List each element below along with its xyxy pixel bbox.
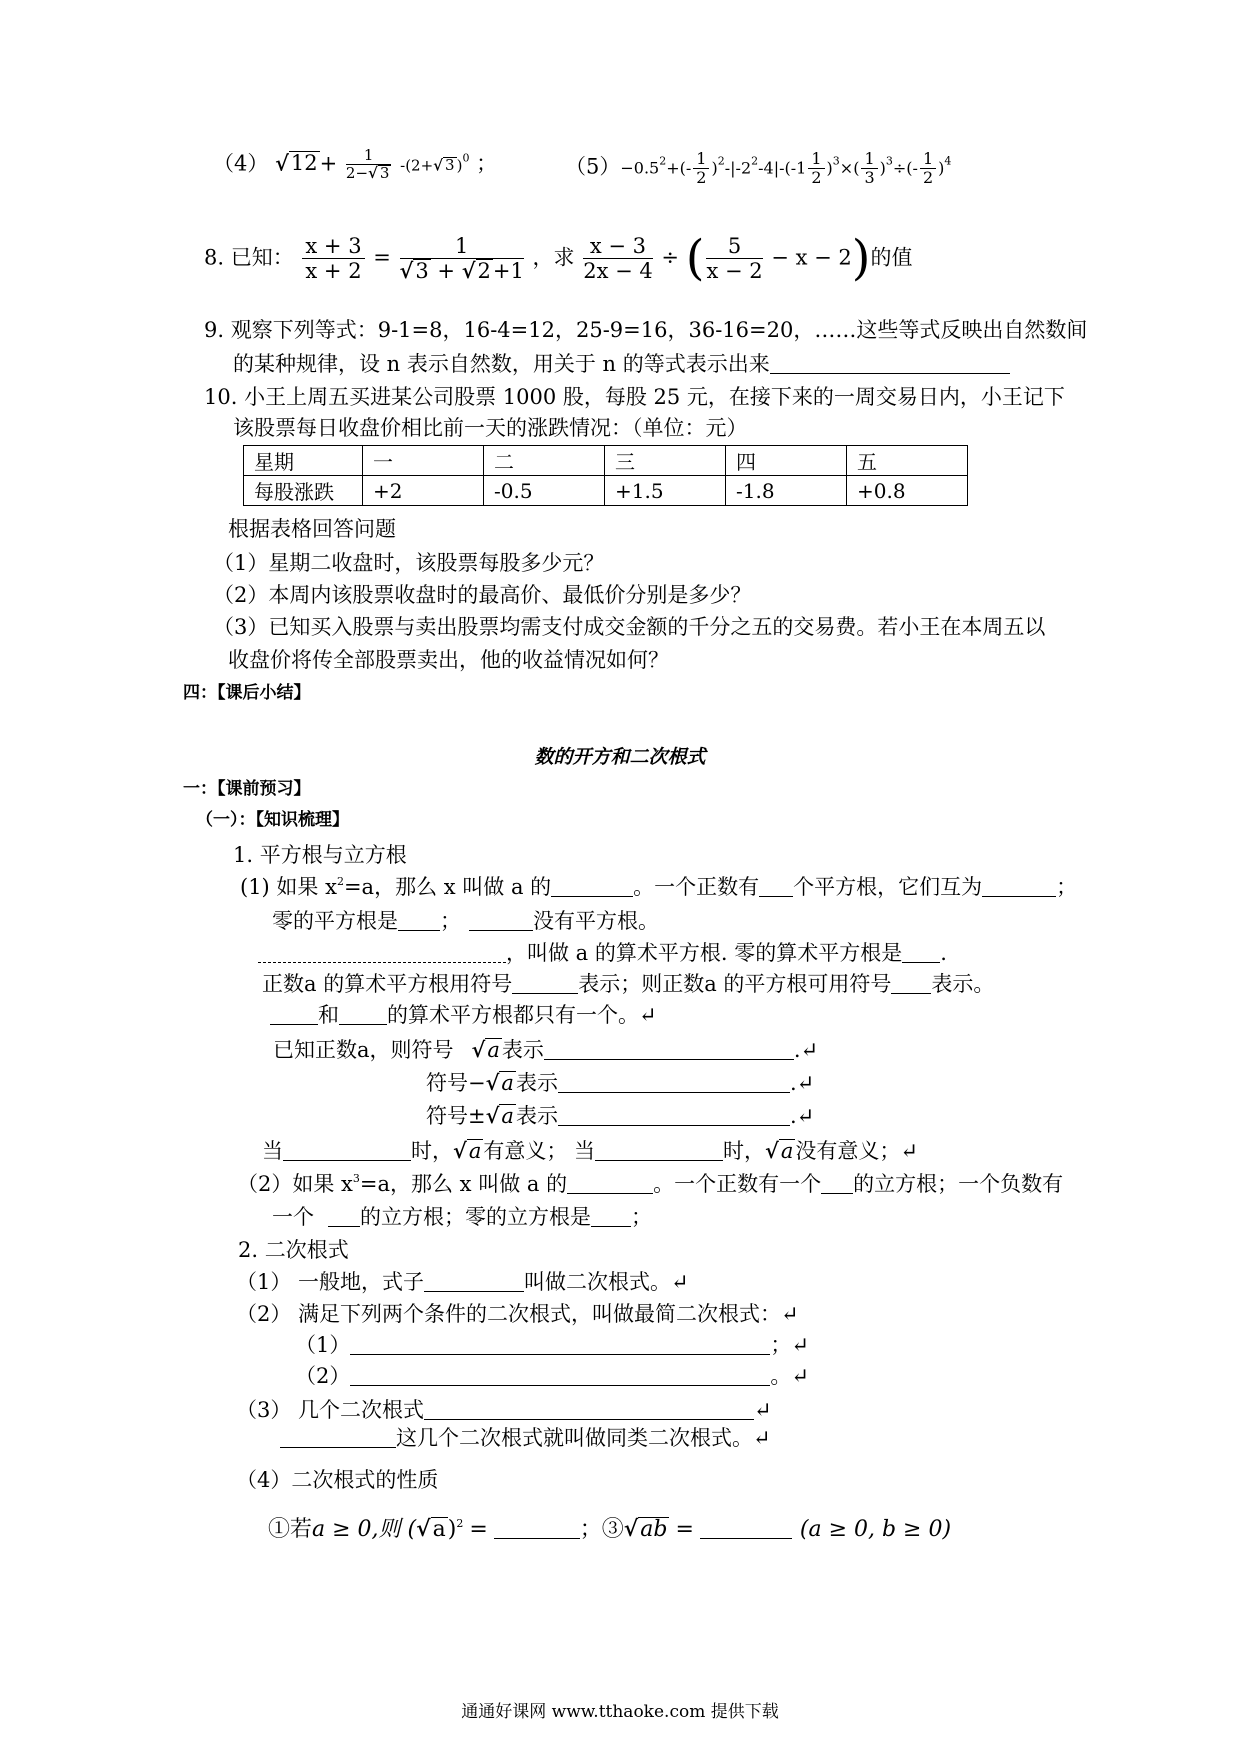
fraction: $\frac{1}{2-√ 3}$ [345,146,390,183]
problem-5: $(5)-0.5^2+(-$ $\frac{1}{2}$ )$^2-|-2^2-4|-(-1$ $\frac{1}{2}$ )$^3$×( $\frac{1}{3}$ )$^3$÷(- $\frac{1}{2}$ )$^4$ [565,149,952,188]
table-row: 每股涨跌 +2 -0.5 +1.5 -1.8 +0.8 [244,476,968,506]
answer-blank[interactable] [280,1426,396,1448]
question-10-line-1: 10. 小王上周五买进某公司股票 1000 股，每股 25 元，在接下来的一周交易日内，小王记下 [204,385,1065,409]
question-10-sub-1: （1）星期二收盘时，该股票每股多少元？ [213,551,605,575]
answer-blank[interactable] [544,1038,794,1060]
answer-blank[interactable] [567,1172,653,1194]
line: （2） 满足下列两个条件的二次根式，叫做最简二次根式：↵ [236,1302,799,1326]
line: ，叫做 a 的算术平方根. 零的算术平方根是 . [258,941,947,966]
line: 一个 的立方根；零的立方根是 ； [272,1205,652,1229]
line: （2） 。↵ [295,1364,809,1388]
subsection-heading: （一）：【知识梳理】 [196,810,349,830]
item-heading: 2. 二次根式 [238,1238,349,1262]
question-8: 8. 已知： $\frac{x + 3}{x + 2}$ = $\frac{1}{√3 + √2+1}$ ，求 $\frac{x - 3}{2x - 4}$ ÷ ( $\frac{5}{x - 2}$ − x − 2)的值 [204,230,913,286]
fraction: $\frac{x + 3}{x + 2}$ [302,234,364,283]
answer-blank[interactable] [595,1139,723,1161]
footer: 通通好课网 www.tthaoke.com 提供下载 [461,1702,779,1722]
section-heading: 一：【课前预习】 [183,779,311,799]
line: 符号±√a表示 .↵ [426,1103,815,1128]
line: 当 时，√a有意义； 当 时，√a没有意义；↵ [262,1138,918,1163]
question-10-sub-2: （2）本周内该股票收盘时的最高价、最低价分别是多少？ [213,583,752,607]
problem-4: （4） √12+ $\frac{1}{2-√ 3}$ -(2+√ 3 )$^0$ ； [213,146,498,183]
answer-blank[interactable] [558,1104,790,1126]
line: 符号−√a表示 .↵ [426,1070,815,1095]
question-10-sub-3a: （3）已知买入股票与卖出股票均需支付成交金额的千分之五的交易费。若小王在本周五以 [213,615,1046,639]
answer-blank[interactable] [982,875,1056,897]
property-formula: ①若a ≥ 0,则 $(√a)^2$ = ；③√ab = (a ≥ 0, b ≥ 0) [268,1516,952,1542]
answer-blank[interactable] [258,941,506,963]
line: 和 的算术平方根都只有一个。↵ [270,1003,657,1028]
answer-blank[interactable] [424,1270,524,1292]
answer-blank[interactable] [328,1205,360,1227]
answer-blank[interactable] [469,909,533,931]
fraction: $\frac{5}{x - 2}$ [706,234,763,284]
question-9-line-2: 的某种规律，设 n 表示自然数，用关于 n 的等式表示出来 [233,352,1010,377]
answer-blank[interactable] [494,1516,580,1539]
line: （3） 几个二次根式 ↵ [236,1398,772,1422]
answer-blank[interactable] [350,1333,770,1355]
question-10-sub-3b: 收盘价将传全部股票卖出，他的收益情况如何？ [228,648,669,672]
answer-blank[interactable] [424,1398,754,1420]
answer-blank[interactable] [591,1205,631,1227]
answer-blank[interactable] [891,972,931,994]
item-heading: 1. 平方根与立方根 [233,843,407,867]
table-row: 星期 一 二 三 四 五 [244,446,968,476]
answer-blank[interactable] [558,1071,790,1093]
fraction: $\frac{1}{√3 + √2+1}$ [399,234,524,284]
answer-blank[interactable] [398,909,440,931]
answer-blank[interactable] [770,352,1010,374]
question-10-intro: 根据表格回答问题 [228,517,396,541]
page-title: 数的开方和二次根式 [534,746,706,768]
line: (1) 如果 $x^2=a$，那么 x 叫做 a 的 。一个正数有 个平方根，它们互为 ； [240,875,1078,899]
answer-blank[interactable] [700,1516,792,1539]
line: （1） 一般地，式子 叫做二次根式。↵ [236,1270,689,1294]
question-10-line-2: 该股票每日收盘价相比前一天的涨跌情况：（单位：元） [233,416,748,440]
line: （1） ；↵ [295,1333,809,1357]
fraction: $\frac{x - 3}{2x - 4}$ [583,234,653,284]
answer-blank[interactable] [551,875,633,897]
question-9-line-1: 9. 观察下列等式：9-1=8，16-4=12，25-9=16，36-16=20，……这些等式反映出自然数间 [204,318,1088,342]
answer-blank[interactable] [821,1172,853,1194]
line: 这几个二次根式就叫做同类二次根式。↵ [280,1426,771,1451]
line: 已知正数a，则符号 √a表示 .↵ [273,1037,819,1062]
line: （2）如果 $x^3=a$，那么 x 叫做 a 的 。一个正数有一个 的立方根；一个负数有 [237,1172,1064,1196]
line: 正数a 的算术平方根用符号 表示；则正数a 的平方根可用符号 表示。 [262,972,995,996]
item-heading: （4）二次根式的性质 [236,1468,439,1492]
answer-blank[interactable] [759,875,793,897]
answer-blank[interactable] [902,941,940,963]
answer-blank[interactable] [270,1003,318,1025]
answer-blank[interactable] [283,1139,411,1161]
stock-change-table [243,445,968,506]
answer-blank[interactable] [512,972,578,994]
section-heading: 四：【课后小结】 [183,683,311,703]
answer-blank[interactable] [350,1364,770,1386]
answer-blank[interactable] [339,1003,387,1025]
line: 零的平方根是 ； 没有平方根。 [272,909,659,933]
